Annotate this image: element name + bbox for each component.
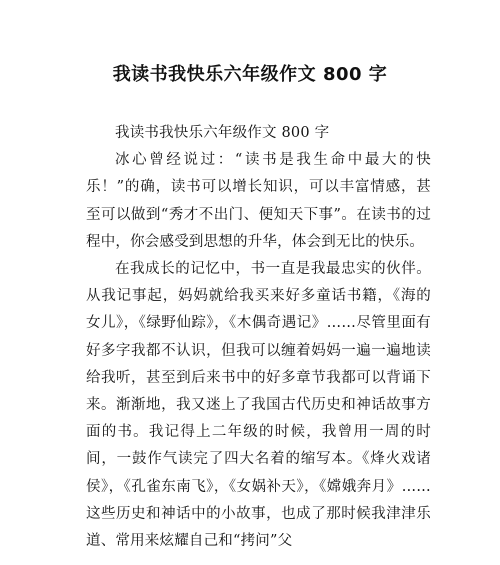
document-body <box>86 120 431 555</box>
document-title: 我读书我快乐六年级作文 800 字 <box>112 64 388 85</box>
paragraph-heading-line: 我读书我快乐六年级作文 800 字 <box>115 125 330 141</box>
paragraph: 在我成长的记忆中，书一直是我最忠实的伙伴。从我记事起，妈妈就给我买来好多童话书籍，《海的女儿》，《绿野仙踪》，《木偶奇遇记》……尽管里面有好多字我都不认识，但我可以缠着妈妈一遍一遍地读给我听，甚至到后来书中的好多章节我都可以背诵下来。渐渐地，我又迷上了我国古代历史和神话故事方面的书。我记得上二年级的时候，我曾用一周的时间，一鼓作气读完了四大名着的缩写本。《烽火戏诸侯》，《孔雀东南飞》，《女娲补天》，《嫦娥奔月》……这些历史和神话中的小故事，也成了那时候我津津乐道、常用来炫耀自己和“拷问”父 <box>86 261 431 550</box>
paragraph: 冰心曾经说过：“读书是我生命中最大的快乐！”的确，读书可以增长知识，可以丰富情感，甚至可以做到“秀才不出门、便知天下事”。在读书的过程中，你会感受到思想的升华，体会到无比的快乐。 <box>86 152 431 250</box>
